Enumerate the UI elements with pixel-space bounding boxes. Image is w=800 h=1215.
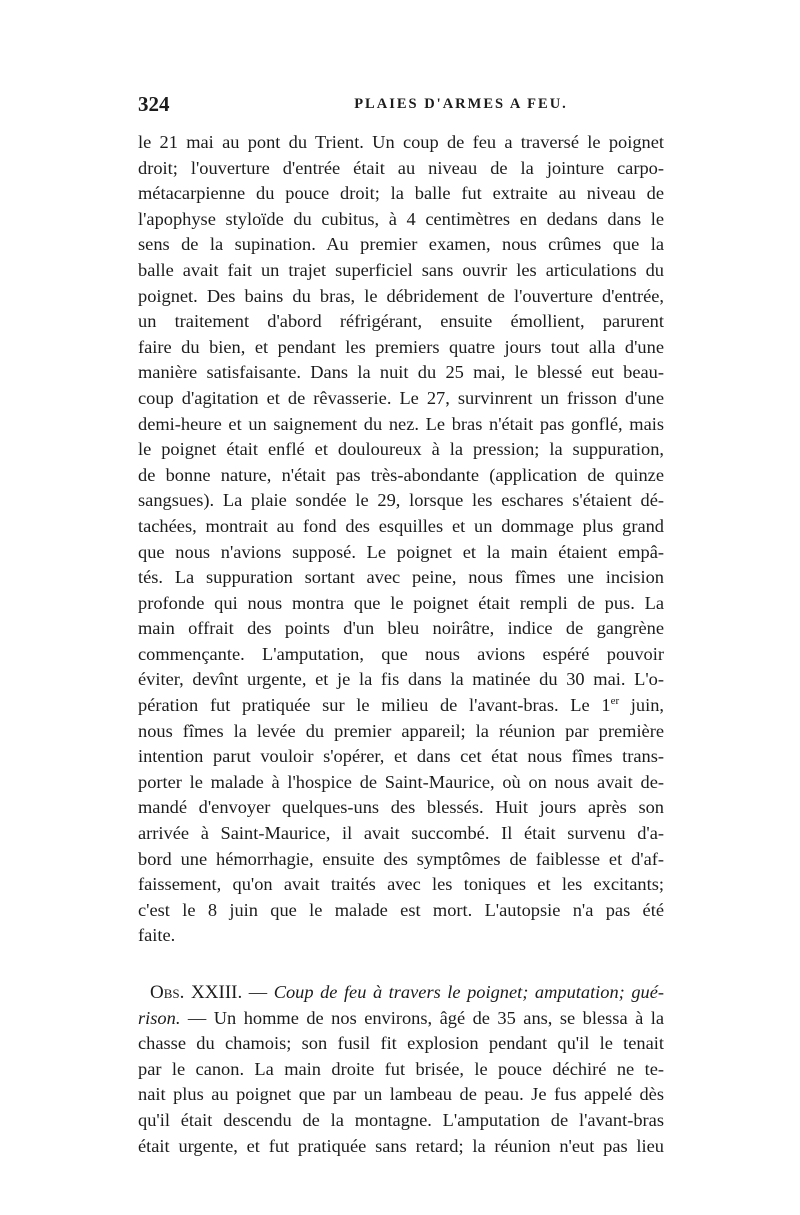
text-line: demi-heure et un saignement du nez. Le bras n'était pas gonflé, mais bbox=[138, 413, 664, 434]
text-line: commençante. L'amputation, que nous avions espéré pouvoir bbox=[138, 643, 664, 664]
text-line: porter le malade à l'hospice de Saint-Maurice, où on nous avait de- bbox=[138, 771, 664, 792]
text-line: un traitement d'abord réfrigérant, ensuite émollient, parurent bbox=[138, 311, 664, 332]
page-number: 324 bbox=[138, 92, 170, 116]
text-line: faite. bbox=[138, 925, 176, 946]
text-line: était urgente, et fut pratiquée sans retard; la réunion n'eut pas lieu bbox=[138, 1135, 664, 1156]
observation-title-end: rison. bbox=[138, 1007, 181, 1028]
text-line: le poignet était enflé et douloureux à la pression; la suppuration, bbox=[138, 439, 664, 460]
text-fragment: juin, bbox=[619, 695, 665, 716]
text-line: tés. La suppuration sortant avec peine, nous fîmes une incision bbox=[138, 567, 664, 588]
text-line: droit; l'ouverture d'entrée était au niveau de la jointure carpo- bbox=[138, 157, 664, 178]
text-line: main offrait des points d'un bleu noirâtre, indice de gangrène bbox=[138, 618, 664, 639]
text-line: de bonne nature, n'était pas très-abondante (application de quinze bbox=[138, 464, 664, 485]
text-line: mandé d'envoyer quelques-uns des blessés. Huit jours après son bbox=[138, 797, 664, 818]
text-line: intention parut vouloir s'opérer, et dans cet état nous fîmes trans- bbox=[138, 746, 664, 767]
text-line: bord une hémorrhagie, ensuite des symptômes de faiblesse et d'af- bbox=[138, 848, 664, 869]
text-fragment: — Un homme de nos environs, âgé de 35 ans, se blessa à la bbox=[180, 1007, 664, 1028]
text-line: que nous n'avions supposé. Le poignet et la main étaient empâ- bbox=[138, 541, 664, 562]
case-report-paragraph bbox=[138, 130, 664, 949]
text-line: l'apophyse styloïde du cubitus, à 4 centimètres en dedans dans le bbox=[138, 208, 664, 229]
text-line: sangsues). La plaie sondée le 29, lorsque les eschares s'étaient dé- bbox=[138, 490, 664, 511]
text-line: tachées, montrait au fond des esquilles et un dommage plus grand bbox=[138, 515, 664, 536]
text-fragment: pération fut pratiquée sur le milieu de l'avant-bras. Le 1 bbox=[138, 695, 611, 716]
book-page bbox=[138, 92, 664, 1159]
text-line: poignet. Des bains du bras, le débridement de l'ouverture d'entrée, bbox=[138, 285, 664, 306]
text-line: nait plus au poignet que par un lambeau de peau. Je fus appelé dès bbox=[138, 1084, 664, 1105]
text-line: faissement, qu'on avait traités avec les toniques et les excitants; bbox=[138, 874, 664, 895]
text-line: profonde qui nous montra que le poignet était rempli de pus. La bbox=[138, 592, 664, 613]
text-line: sens de la supination. Au premier examen, nous crûmes que la bbox=[138, 234, 664, 255]
text-line: balle avait fait un trajet superficiel sans ouvrir les articulations du bbox=[138, 259, 664, 280]
observation-dash: — bbox=[242, 982, 274, 1002]
text-line: manière satisfaisante. Dans la nuit du 25 mai, le blessé eut beau- bbox=[138, 362, 664, 383]
text-line bbox=[138, 693, 664, 719]
text-line: arrivée à Saint-Maurice, il avait succombé. Il était survenu d'a- bbox=[138, 823, 664, 844]
text-line: coup d'agitation et de rêvasserie. Le 27, survinrent un frisson d'une bbox=[138, 387, 664, 408]
text-line bbox=[138, 1006, 664, 1032]
running-header bbox=[138, 92, 664, 120]
text-line: le 21 mai au pont du Trient. Un coup de feu a traversé le poignet bbox=[138, 132, 664, 152]
text-line: c'est le 8 juin que le malade est mort. L'autopsie n'a pas été bbox=[138, 899, 664, 920]
text-line: métacarpienne du pouce droit; la balle fut extraite au niveau de bbox=[138, 183, 664, 204]
text-line: chasse du chamois; son fusil fit explosion pendant qu'il le tenait bbox=[138, 1033, 664, 1054]
observation-paragraph bbox=[138, 980, 664, 1159]
observation-title: Coup de feu à travers le poignet; amputation; gué- bbox=[273, 982, 665, 1002]
text-line: faire du bien, et pendant les premiers quatre jours tout alla d'une bbox=[138, 336, 664, 357]
observation-heading-line bbox=[138, 980, 664, 1006]
running-title: PLAIES D'ARMES A FEU. bbox=[354, 96, 568, 112]
observation-label: Obs. XXIII. bbox=[150, 982, 243, 1003]
text-line: qu'il était descendu de la montagne. L'amputation de l'avant-bras bbox=[138, 1109, 664, 1130]
superscript-ordinal: er bbox=[610, 695, 620, 708]
text-line: nous fîmes la levée du premier appareil; la réunion par première bbox=[138, 720, 664, 741]
text-line: éviter, devînt urgente, et je la fis dans la matinée du 30 mai. L'o- bbox=[138, 669, 664, 690]
text-line: par le canon. La main droite fut brisée, le pouce déchiré ne te- bbox=[138, 1058, 664, 1079]
